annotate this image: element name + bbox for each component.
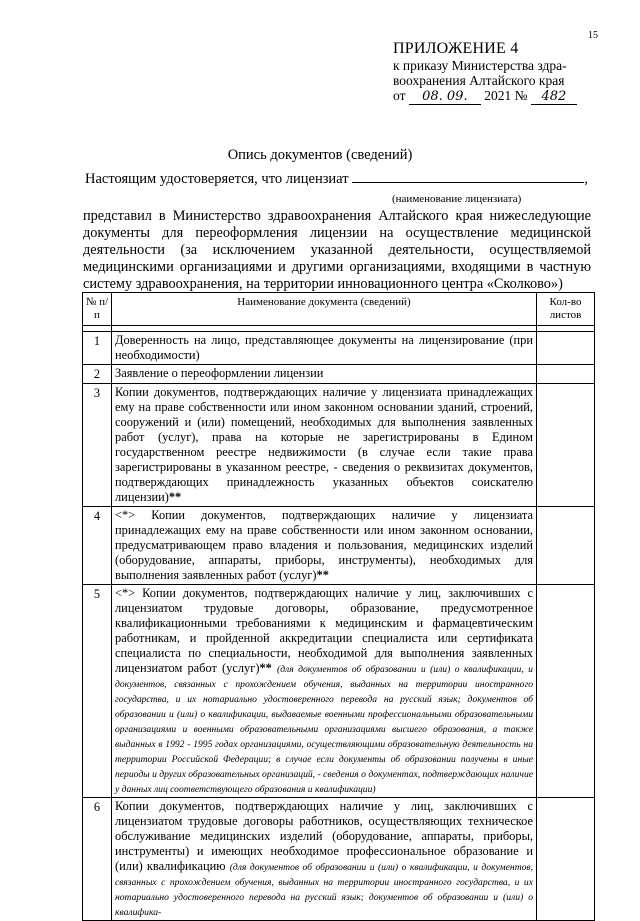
table-row	[83, 384, 595, 507]
row-text: Копии документов, подтверждающих наличие у лиц, заключивших с лицензиатом трудовые договоры работников, осуществляющих техническое обслуживание медицинских изделий (оборудование, аппараты, приборы, инструменты) и имеющих необходимое профессиональное образование и (или) квалификацию	[115, 799, 533, 873]
row-document-name	[112, 384, 537, 507]
row-sheet-count	[537, 365, 595, 384]
header-sheet-count: Кол-во листов	[537, 293, 595, 326]
row-document-name	[112, 585, 537, 798]
row-document-name: Заявление о переоформлении лицензии	[112, 365, 537, 384]
order-number: 482	[531, 89, 577, 105]
row-number: 6	[83, 798, 112, 921]
table-row	[83, 507, 595, 585]
appendix-header	[393, 40, 633, 105]
licensee-blank	[352, 170, 584, 183]
order-date: 08. 09.	[409, 89, 481, 105]
row-number: 4	[83, 507, 112, 585]
row-document-name	[112, 798, 537, 921]
table-header-row	[83, 293, 595, 326]
appendix-date-line	[393, 88, 633, 105]
page-number: 15	[588, 30, 598, 41]
row-number: 1	[83, 332, 112, 365]
appendix-line-1: к приказу Министерства здра-	[393, 58, 567, 73]
row-footnote-marks: **	[316, 568, 329, 582]
row-text: <*> Копии документов, подтверждающих наличие у лицензиата принадлежащих ему на праве собственности или ином законном основании, предусматривающем право владения и пользования, медицинских изделий (оборудование, аппараты, приборы, инструменты), необходимых для выполнения заявленных работ (услуг)	[115, 508, 533, 582]
row-text: <*> Копии документов, подтверждающих наличие у лиц, заключивших с лицензиатом трудовые договоры, образование, предусмотренное квалификационными требованиями к медицинским и фармацевтическим работникам, и пройденной аккредитации специалиста или сертификата специалиста по специальности, необходимой для выполнения заявленных лицензиатом работ (услуг)	[115, 586, 533, 675]
row-footnote-marks: **	[168, 490, 182, 504]
row-document-name	[112, 507, 537, 585]
row-sheet-count	[537, 384, 595, 507]
date-prefix: от	[393, 88, 406, 103]
intro-paragraph: представил в Министерство здравоохранения Алтайского края нижеследующие документы для переоформления лицензии на осуществление медицинской деятельности (за исключением указанной деятельности, осуществляемой медицинскими организациями и другими организациями, входящими в частную систему здравоохранения, на территории инновационного центра «Сколково»)	[83, 208, 591, 292]
attestation-comma: ,	[584, 171, 588, 187]
table-row	[83, 332, 595, 365]
row-document-name: Доверенность на лицо, представляющее документы на лицензирование (при необходимости)	[112, 332, 537, 365]
licensee-caption: (наименование лицензиата)	[392, 193, 522, 205]
row-number: 5	[83, 585, 112, 798]
appendix-line-2: воохранения Алтайского края	[393, 73, 565, 88]
table-row	[83, 365, 595, 384]
appendix-title: ПРИЛОЖЕНИЕ 4	[393, 40, 519, 57]
row-text: Копии документов, подтверждающих наличие у лицензиата принадлежащих ему на праве собственности или ином законном основании зданий, строений, сооружений и (или) помещений, необходимых для выполнения заявленных работ (услуг), права на которые не зарегистрированы в Едином государственном реестре недвижимости (в случае если такие права зарегистрированы в указанном реестре, - сведения о реквизитах документов, подтверждающих принадлежность указанных объектов соискателю лицензии)	[115, 385, 533, 504]
attestation-line	[85, 170, 588, 188]
row-footnote-marks: **	[259, 661, 272, 675]
table-row	[83, 585, 595, 798]
table-row	[83, 798, 595, 921]
document-title: Опись документов (сведений)	[227, 147, 413, 163]
row-note: (для документов об образовании и (или) о квалификации, и документов, связанных с прохождением обучения, выданных на территории иностранного государства, и их нотариально удостоверенного перевода на русский язык; документов об образовании и (или) о квалификации, выдаваемые военными профессиональными образовательными организациями и военными образовательными организациями высшего образования, а также выданных в 1992 - 1995 годах организациями, осуществляющими образовательную деятельность на территории Российской Федерации; в случае если документы об образовании получены в иные периоды и других образовательных организаций, - сведения о документах, подтверждающих наличие у данных лиц соответствующего образования и квалификации)	[115, 664, 533, 795]
header-number: № п/п	[83, 293, 112, 326]
row-sheet-count	[537, 332, 595, 365]
row-number: 3	[83, 384, 112, 507]
row-sheet-count	[537, 585, 595, 798]
row-note: (для документов об образовании и (или) о квалификации, и документов, связанных с прохождением обучения, выданных на территории иностранного государства, и их нотариально удостоверенного перевода на русский язык; документов об образовании и (или) о квалифика-	[115, 862, 533, 918]
row-number: 2	[83, 365, 112, 384]
attestation-text: Настоящим удостоверяется, что лицензиат	[85, 171, 349, 187]
documents-table	[82, 292, 595, 921]
order-year: 2021 №	[484, 88, 528, 103]
row-sheet-count	[537, 507, 595, 585]
row-sheet-count	[537, 798, 595, 921]
header-document-name: Наименование документа (сведений)	[112, 293, 537, 326]
